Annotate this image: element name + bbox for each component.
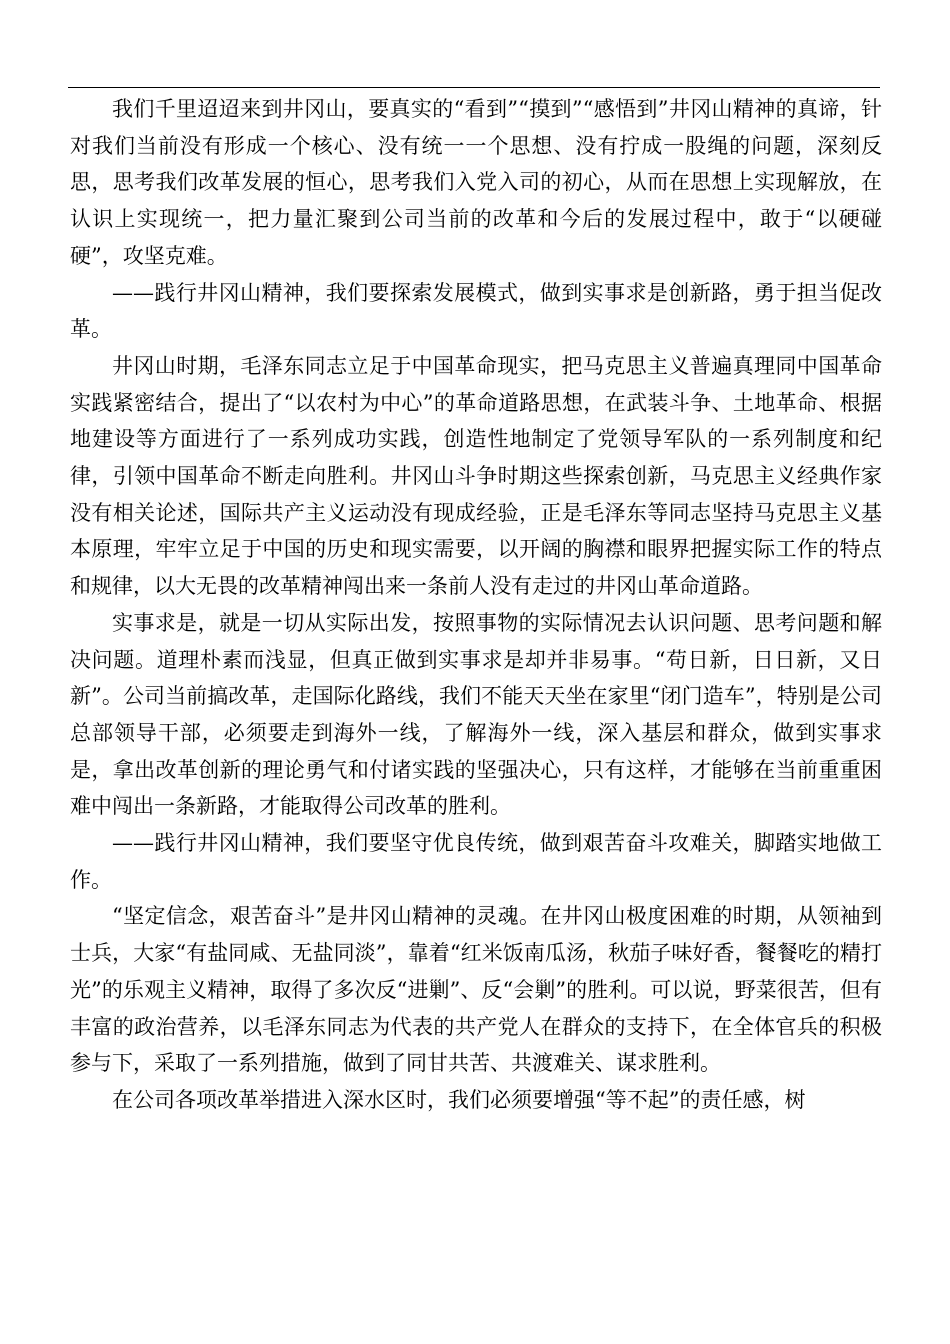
header-rule [68, 87, 880, 88]
paragraph: 实事求是，就是一切从实际出发，按照事物的实际情况去认识问题、思考问题和解决问题。道理朴素而浅显，但真正做到实事求是却并非易事。“苟日新，日日新，又日新”。公司当前搞改革，走国际化路线，我们不能天天坐在家里“闭门造车”，特别是公司总部领导干部，必须要走到海外一线，了解海外一线，深入基层和群众，做到实事求是，拿出改革创新的理论勇气和付诸实践的坚强决心，只有这样，才能够在当前重重困难中闯出一条新路，才能取得公司改革的胜利。 [70, 610, 882, 819]
paragraph: “坚定信念，艰苦奋斗”是井冈山精神的灵魂。在井冈山极度困难的时期，从领袖到士兵，大家“有盐同咸、无盐同淡”，靠着“红米饭南瓜汤，秋茄子味好香，餐餐吃的精打光”的乐观主义精神，取得了多次反“进剿”、反“会剿”的胜利。可以说，野菜很苦，但有丰富的政治营养，以毛泽东同志为代表的共产党人在群众的支持下，在全体官兵的积极参与下，采取了一系列措施，做到了同甘共苦、共渡难关、谋求胜利。 [70, 904, 882, 1076]
document-body [70, 91, 882, 1119]
paragraph: 在公司各项改革举措进入深水区时，我们必须要增强“等不起”的责任感，树 [112, 1087, 806, 1112]
paragraph: 井冈山时期，毛泽东同志立足于中国革命现实，把马克思主义普遍真理同中国革命实践紧密结合，提出了“以农村为中心”的革命道路思想，在武装斗争、土地革命、根据地建设等方面进行了一系列成功实践，创造性地制定了党领导军队的一系列制度和纪律，引领中国革命不断走向胜利。井冈山斗争时期这些探索创新，马克思主义经典作家没有相关论述，国际共产主义运动没有现成经验，正是毛泽东等同志坚持马克思主义基本原理，牢牢立足于中国的历史和现实需要，以开阔的胸襟和眼界把握实际工作的特点和规律，以大无畏的改革精神闯出来一条前人没有走过的井冈山革命道路。 [70, 353, 882, 599]
section-heading: ——践行井冈山精神，我们要探索发展模式，做到实事求是创新路，勇于担当促改革。 [70, 280, 882, 342]
section-heading: ——践行井冈山精神，我们要坚守优良传统，做到艰苦奋斗攻难关，脚踏实地做工作。 [70, 831, 882, 892]
paragraph: 我们千里迢迢来到井冈山，要真实的“看到”“摸到”“感悟到”井冈山精神的真谛，针对我们当前没有形成一个核心、没有统一一个思想、没有拧成一股绳的问题，深刻反思，思考我们改革发展的恒心，思考我们入党入司的初心，从而在思想上实现解放，在认识上实现统一，把力量汇聚到公司当前的改革和今后的发展过程中，敢于“以硬碰硬”，攻坚克难。 [70, 97, 882, 268]
